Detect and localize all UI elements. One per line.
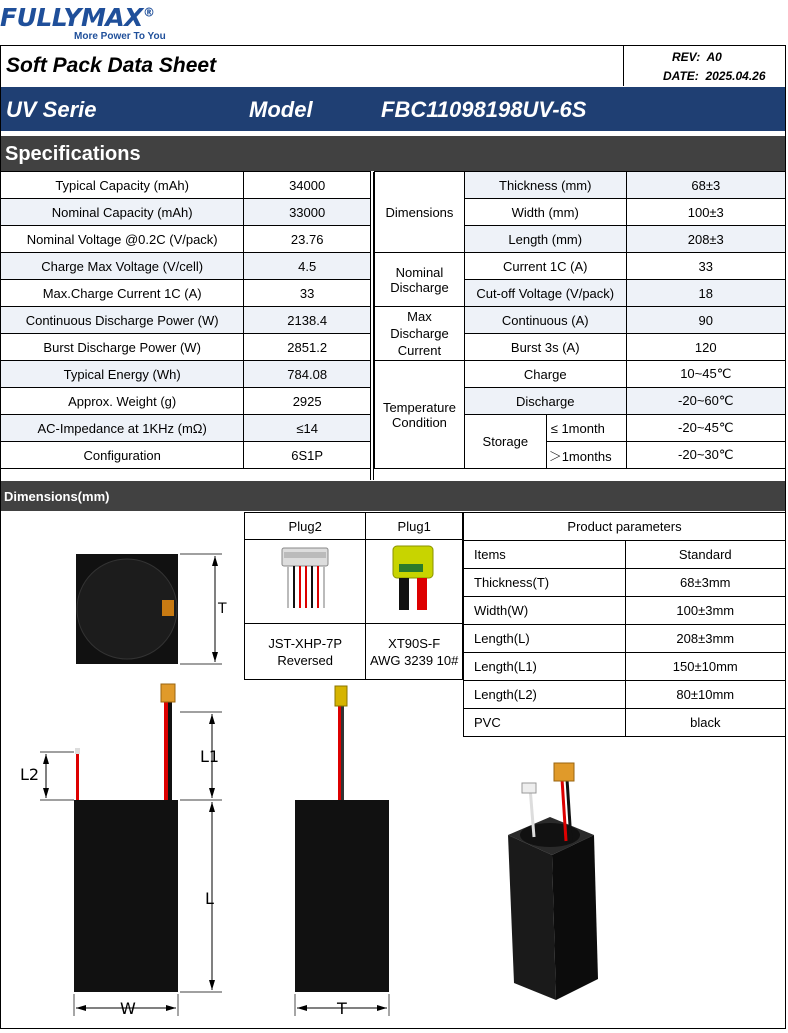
specifications-header: Specifications (1, 136, 785, 171)
title-divider (623, 46, 624, 86)
table-row: PVC black (464, 709, 786, 737)
model-value: FBC11098198UV-6S (381, 97, 587, 122)
series-bar (1, 87, 785, 131)
table-row: Dimensions Thickness (mm) 68±3 (375, 172, 786, 199)
dimension-drawings (0, 512, 462, 1028)
group-max-discharge: Max Discharge Current (375, 307, 465, 361)
table-row: Nominal Voltage @0.2C (V/pack) 23.76 (1, 226, 371, 253)
group-storage: Storage (464, 415, 546, 469)
table-row: Temperature Condition Charge 10~45℃ (375, 361, 786, 388)
table-row: Length(L2) 80±10mm (464, 681, 786, 709)
product-parameters-table: Product parameters Items Standard Thickness(T) 68±3mm Width(W) 100±3mm Length(L) 208±3mm Length(L1) 150±10mm Length(L2) 80±10mm PVC black (463, 512, 786, 737)
table-row: Width (mm) 100±3 (375, 199, 786, 226)
table-row: Continuous Discharge Power (W) 2138.4 (1, 307, 371, 334)
brand-mark: ® (142, 5, 155, 20)
table-row: Length (mm) 208±3 (375, 226, 786, 253)
table-row: Thickness(T) 68±3mm (464, 569, 786, 597)
table-row: Burst 3s (A) 120 (375, 334, 786, 361)
svg-text:T: T (337, 999, 347, 1018)
dimensions-header: Dimensions(mm) (1, 481, 785, 511)
svg-text:W: W (120, 999, 136, 1018)
svg-text:L1: L1 (200, 747, 220, 766)
table-row: Burst Discharge Power (W) 2851.2 (1, 334, 371, 361)
revision: REV: A0 (672, 50, 722, 64)
group-nominal-discharge: Nominal Discharge (375, 253, 465, 307)
table-row: Cut-off Voltage (V/pack) 18 (375, 280, 786, 307)
table-row: Length(L1) 150±10mm (464, 653, 786, 681)
table-row: Width(W) 100±3mm (464, 597, 786, 625)
table-row: Nominal Discharge Current 1C (A) 33 (375, 253, 786, 280)
table-row: Max.Charge Current 1C (A) 33 (1, 280, 371, 307)
front-view-drawing (20, 684, 222, 1018)
pack-3d-render (490, 755, 620, 1005)
brand-name: FULLYMAX (0, 3, 143, 32)
svg-text:T: T (218, 601, 227, 617)
table-row: AC-Impedance at 1KHz (mΩ) ≤14 (1, 415, 371, 442)
side-view-drawing (295, 686, 389, 1018)
table-row: Configuration 6S1P (1, 442, 371, 469)
date: DATE: 2025.04.26 (663, 69, 766, 83)
brand-logo (0, 3, 154, 32)
group-dimensions: Dimensions (375, 172, 465, 253)
series-name: UV Serie (6, 97, 97, 122)
table-row: Max Discharge Current Continuous (A) 90 (375, 307, 786, 334)
model-label: Model (249, 97, 313, 122)
spec-table-left (0, 171, 371, 469)
svg-text:L: L (205, 889, 214, 908)
brand-tagline: More Power To You (74, 31, 166, 42)
plug2-header: Plug2 (245, 513, 366, 540)
table-row: Discharge -20~60℃ (375, 388, 786, 415)
plug1-spec: XT90S-F AWG 3239 10# (366, 624, 463, 680)
table-row: Length(L) 208±3mm (464, 625, 786, 653)
table-row: Typical Capacity (mAh) 34000 (1, 172, 371, 199)
top-view-drawing (76, 554, 227, 664)
table-row: Nominal Capacity (mAh) 33000 (1, 199, 371, 226)
table-row: ＞1months -20~30℃ (375, 442, 786, 469)
group-temperature: Temperature Condition (375, 361, 465, 469)
table-row: Storage ≤ 1month -20~45℃ (375, 415, 786, 442)
params-title: Product parameters (464, 513, 786, 541)
plug1-header: Plug1 (366, 513, 463, 540)
plug2-spec: JST-XHP-7P Reversed (245, 624, 366, 680)
sheet-title: Soft Pack Data Sheet (6, 54, 217, 77)
table-row: Approx. Weight (g) 2925 (1, 388, 371, 415)
table-row: Typical Energy (Wh) 784.08 (1, 361, 371, 388)
spec-table-right (374, 171, 786, 469)
table-row: Charge Max Voltage (V/cell) 4.5 (1, 253, 371, 280)
svg-text:L2: L2 (20, 765, 40, 784)
